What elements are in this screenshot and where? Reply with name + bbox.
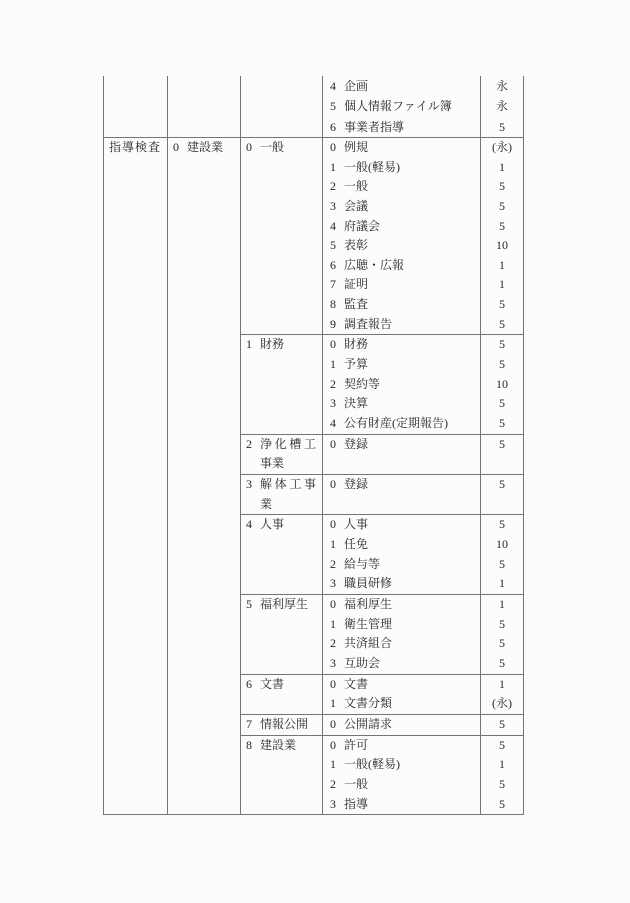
retention-period-cell: 1 <box>499 159 505 174</box>
item-cell <box>323 435 481 474</box>
item-cell <box>323 715 481 735</box>
retention-period-cell: 10 <box>496 537 508 552</box>
mid-category-label: 人事 <box>260 517 285 532</box>
retention-period-cell: 5 <box>499 357 505 372</box>
item-cell <box>323 555 481 575</box>
item-cell <box>323 335 481 355</box>
item-cell <box>323 355 481 375</box>
mid-category-cell <box>241 595 323 674</box>
table-row <box>323 295 523 315</box>
item-cell <box>323 615 481 635</box>
continuation-rows <box>323 76 523 137</box>
retention-period-cell: 10 <box>496 238 508 253</box>
retention-period-cell: 5 <box>499 517 505 532</box>
item-cell <box>323 595 481 615</box>
item-code: 1 <box>330 696 336 711</box>
item-label: 決算 <box>344 396 369 411</box>
table-row <box>323 515 523 535</box>
item-cell <box>323 295 481 315</box>
empty-major-category-cell <box>104 76 168 137</box>
item-label: 予算 <box>344 357 369 372</box>
retention-period-cell: 5 <box>499 716 505 731</box>
section-rows <box>323 435 523 474</box>
retention-period-cell: 5 <box>499 655 505 670</box>
item-label: 一般 <box>344 179 369 194</box>
retention-period-cell: 5 <box>499 316 505 331</box>
item-code: 4 <box>330 79 336 93</box>
item-code: 8 <box>330 297 336 312</box>
item-code: 2 <box>330 179 336 194</box>
mid-category-code: 0 <box>246 139 252 154</box>
continuation-band <box>104 76 523 138</box>
retention-period-cell: 5 <box>499 477 505 492</box>
item-label: 一般(軽易) <box>344 757 400 772</box>
table-row <box>323 177 523 197</box>
retention-period-cell: 5 <box>499 776 505 791</box>
section-rows <box>323 736 523 815</box>
retention-period-cell: 5 <box>499 636 505 651</box>
item-label: 表彰 <box>344 238 369 253</box>
retention-period-cell: 1 <box>499 277 505 292</box>
item-label: 登録 <box>344 436 369 451</box>
mid-category-label: 浄化槽工事業 <box>260 436 316 471</box>
mid-category-label: 福利厚生 <box>260 596 309 611</box>
item-code: 5 <box>330 99 336 114</box>
section-rows <box>323 335 523 433</box>
item-code: 0 <box>330 477 336 492</box>
item-code: 2 <box>330 776 336 791</box>
section-rows <box>323 515 523 594</box>
section-finance <box>241 335 523 434</box>
item-cell <box>323 217 481 237</box>
mid-category-code: 4 <box>246 517 252 532</box>
item-cell <box>323 755 481 775</box>
item-label: 公有財産(定期報告) <box>344 416 448 431</box>
retention-period-cell: 5 <box>499 337 505 352</box>
empty-division-cell <box>168 76 241 137</box>
table-row <box>323 775 523 795</box>
mid-category-cell <box>241 736 323 815</box>
item-cell <box>323 515 481 535</box>
item-label: 共済組合 <box>344 636 393 651</box>
table-row <box>323 795 523 815</box>
item-label: 例規 <box>344 139 369 154</box>
item-code: 0 <box>330 737 336 752</box>
item-code: 0 <box>330 436 336 451</box>
mid-category-code: 5 <box>246 596 252 611</box>
section-rows <box>323 715 523 735</box>
mid-category-label: 解体工事業 <box>260 477 316 511</box>
retention-period-cell: 1 <box>499 257 505 272</box>
table-row <box>323 197 523 217</box>
table-row <box>323 138 523 158</box>
table-row <box>323 375 523 395</box>
item-code: 0 <box>330 337 336 352</box>
division-label: 建設業 <box>187 139 224 154</box>
item-code: 0 <box>330 716 336 731</box>
item-label: 財務 <box>344 337 369 352</box>
item-cell <box>323 158 481 178</box>
section-septic-tank-works <box>241 435 523 475</box>
retention-period-cell: 5 <box>499 179 505 194</box>
item-code: 6 <box>330 257 336 272</box>
item-cell <box>323 775 481 795</box>
retention-period-cell: 5 <box>499 198 505 213</box>
item-cell <box>323 475 481 514</box>
table-row <box>323 535 523 555</box>
table-row <box>323 217 523 237</box>
section-documents <box>241 675 523 715</box>
item-label: 一般 <box>344 776 369 791</box>
item-cell <box>323 375 481 395</box>
item-cell <box>323 675 481 695</box>
item-label: 文書分類 <box>344 696 393 711</box>
item-label: 一般(軽易) <box>344 159 400 174</box>
table-row <box>323 475 523 514</box>
item-label: 企画 <box>344 79 369 93</box>
item-cell <box>323 414 481 434</box>
item-label: 会議 <box>344 198 369 213</box>
retention-period-cell: 5 <box>499 218 505 233</box>
mid-category-code: 1 <box>246 337 252 352</box>
mid-category-code: 6 <box>246 676 252 691</box>
item-code: 0 <box>330 517 336 532</box>
retention-period-cell: 1 <box>499 757 505 772</box>
table-row <box>323 435 523 474</box>
retention-period-cell: (永) <box>492 696 512 711</box>
item-code: 2 <box>330 636 336 651</box>
mid-category-cell <box>241 138 323 335</box>
item-code: 1 <box>330 616 336 631</box>
table-row <box>323 414 523 434</box>
item-label: 任免 <box>344 537 369 552</box>
item-cell <box>323 275 481 295</box>
table-row <box>323 715 523 735</box>
item-cell <box>323 96 481 116</box>
item-label: 登録 <box>344 477 369 492</box>
retention-period-cell: 5 <box>499 396 505 411</box>
item-code: 2 <box>330 376 336 391</box>
item-cell <box>323 694 481 714</box>
table-row <box>323 654 523 674</box>
table-row <box>323 76 523 96</box>
item-code: 0 <box>330 596 336 611</box>
item-code: 3 <box>330 796 336 811</box>
item-code: 9 <box>330 316 336 331</box>
item-code: 1 <box>330 357 336 372</box>
item-label: 給与等 <box>344 556 381 571</box>
main-block <box>104 138 523 814</box>
item-label: 事業者指導 <box>344 119 405 134</box>
item-label: 契約等 <box>344 376 381 391</box>
item-label: 人事 <box>344 517 369 532</box>
item-cell <box>323 197 481 217</box>
retention-period-cell: 永 <box>495 99 508 114</box>
item-code: 1 <box>330 159 336 174</box>
mid-category-cell <box>241 675 323 714</box>
table-row <box>323 615 523 635</box>
mid-category-label: 建設業 <box>260 737 297 752</box>
division-code: 0 <box>173 139 179 154</box>
item-label: 個人情報ファイル簿 <box>344 99 452 114</box>
section-general <box>241 138 523 336</box>
table-row <box>323 275 523 295</box>
item-code: 4 <box>330 218 336 233</box>
retention-period-cell: 10 <box>496 376 508 391</box>
item-cell <box>323 795 481 815</box>
table-row <box>323 335 523 355</box>
section-construction <box>241 736 523 815</box>
section-demolition-works <box>241 475 523 515</box>
item-code: 3 <box>330 396 336 411</box>
item-code: 5 <box>330 238 336 253</box>
item-cell <box>323 117 481 137</box>
table-row <box>323 236 523 256</box>
retention-period-cell: 5 <box>499 416 505 431</box>
item-code: 1 <box>330 537 336 552</box>
item-code: 6 <box>330 119 336 134</box>
section-rows <box>323 675 523 714</box>
mid-category-label: 一般 <box>260 139 285 154</box>
section-rows <box>323 138 523 335</box>
item-cell <box>323 256 481 276</box>
retention-period-cell: 5 <box>499 119 505 134</box>
mid-category-label: 財務 <box>260 337 285 352</box>
retention-period-cell: 1 <box>499 576 505 591</box>
table-row <box>323 355 523 375</box>
item-cell <box>323 654 481 674</box>
section-information-disclosure <box>241 715 523 736</box>
table-row <box>323 96 523 116</box>
retention-period-cell: 5 <box>499 436 505 451</box>
mid-category-label: 情報公開 <box>260 716 309 731</box>
table-row <box>323 256 523 276</box>
mid-category-label: 文書 <box>260 676 285 691</box>
item-cell <box>323 736 481 756</box>
retention-period-cell: 永 <box>495 79 508 93</box>
retention-period-cell: 5 <box>499 737 505 752</box>
section-list <box>241 138 523 814</box>
item-label: 指導 <box>344 796 369 811</box>
mid-category-code: 2 <box>246 436 252 451</box>
division-cell <box>168 138 241 814</box>
item-cell <box>323 394 481 414</box>
mid-category-cell <box>241 335 323 433</box>
retention-period-cell: 5 <box>499 616 505 631</box>
table-row <box>323 595 523 615</box>
item-cell <box>323 315 481 335</box>
item-label: 調査報告 <box>344 316 393 331</box>
item-cell <box>323 76 481 96</box>
item-code: 3 <box>330 198 336 213</box>
item-label: 広聴・広報 <box>344 257 405 272</box>
item-cell <box>323 574 481 594</box>
item-cell <box>323 634 481 654</box>
item-label: 互助会 <box>344 655 381 670</box>
table-row <box>323 634 523 654</box>
item-code: 0 <box>330 676 336 691</box>
item-cell <box>323 236 481 256</box>
retention-period-cell: 1 <box>499 676 505 691</box>
table-row <box>323 736 523 756</box>
retention-schedule-table <box>103 76 524 815</box>
item-label: 府議会 <box>344 218 381 233</box>
item-label: 公開請求 <box>344 716 393 731</box>
retention-period-cell: 5 <box>499 556 505 571</box>
retention-period-cell: 1 <box>499 596 505 611</box>
table-row <box>323 315 523 335</box>
section-welfare <box>241 595 523 675</box>
mid-category-code: 7 <box>246 716 252 731</box>
item-label: 福利厚生 <box>344 596 393 611</box>
mid-category-code: 8 <box>246 737 252 752</box>
item-label: 文書 <box>344 676 369 691</box>
table-row <box>323 117 523 137</box>
table-row <box>323 755 523 775</box>
section-rows <box>323 475 523 514</box>
item-label: 衛生管理 <box>344 616 393 631</box>
item-cell <box>323 177 481 197</box>
item-code: 0 <box>330 139 336 154</box>
item-code: 3 <box>330 576 336 591</box>
table-row <box>323 158 523 178</box>
item-code: 4 <box>330 416 336 431</box>
item-cell <box>323 138 481 158</box>
section-rows <box>323 595 523 674</box>
table-row <box>323 555 523 575</box>
item-cell <box>323 535 481 555</box>
major-category-cell: 指導検査 <box>104 138 168 814</box>
item-code: 2 <box>330 556 336 571</box>
section-personnel <box>241 515 523 595</box>
mid-category-cell <box>241 475 323 514</box>
mid-category-cell <box>241 435 323 474</box>
mid-category-code: 3 <box>246 477 252 492</box>
item-label: 許可 <box>344 737 369 752</box>
table-row <box>323 574 523 594</box>
item-label: 監査 <box>344 297 369 312</box>
empty-mid-category-cell <box>241 76 323 137</box>
table-row <box>323 675 523 695</box>
retention-period-cell: 5 <box>499 297 505 312</box>
table-row <box>323 694 523 714</box>
item-code: 7 <box>330 277 336 292</box>
mid-category-cell <box>241 515 323 594</box>
retention-period-cell: (永) <box>492 139 512 154</box>
mid-category-cell <box>241 715 323 735</box>
item-label: 証明 <box>344 277 369 292</box>
retention-period-cell: 5 <box>499 796 505 811</box>
item-code: 1 <box>330 757 336 772</box>
table-row <box>323 394 523 414</box>
item-label: 職員研修 <box>344 576 393 591</box>
item-code: 3 <box>330 655 336 670</box>
